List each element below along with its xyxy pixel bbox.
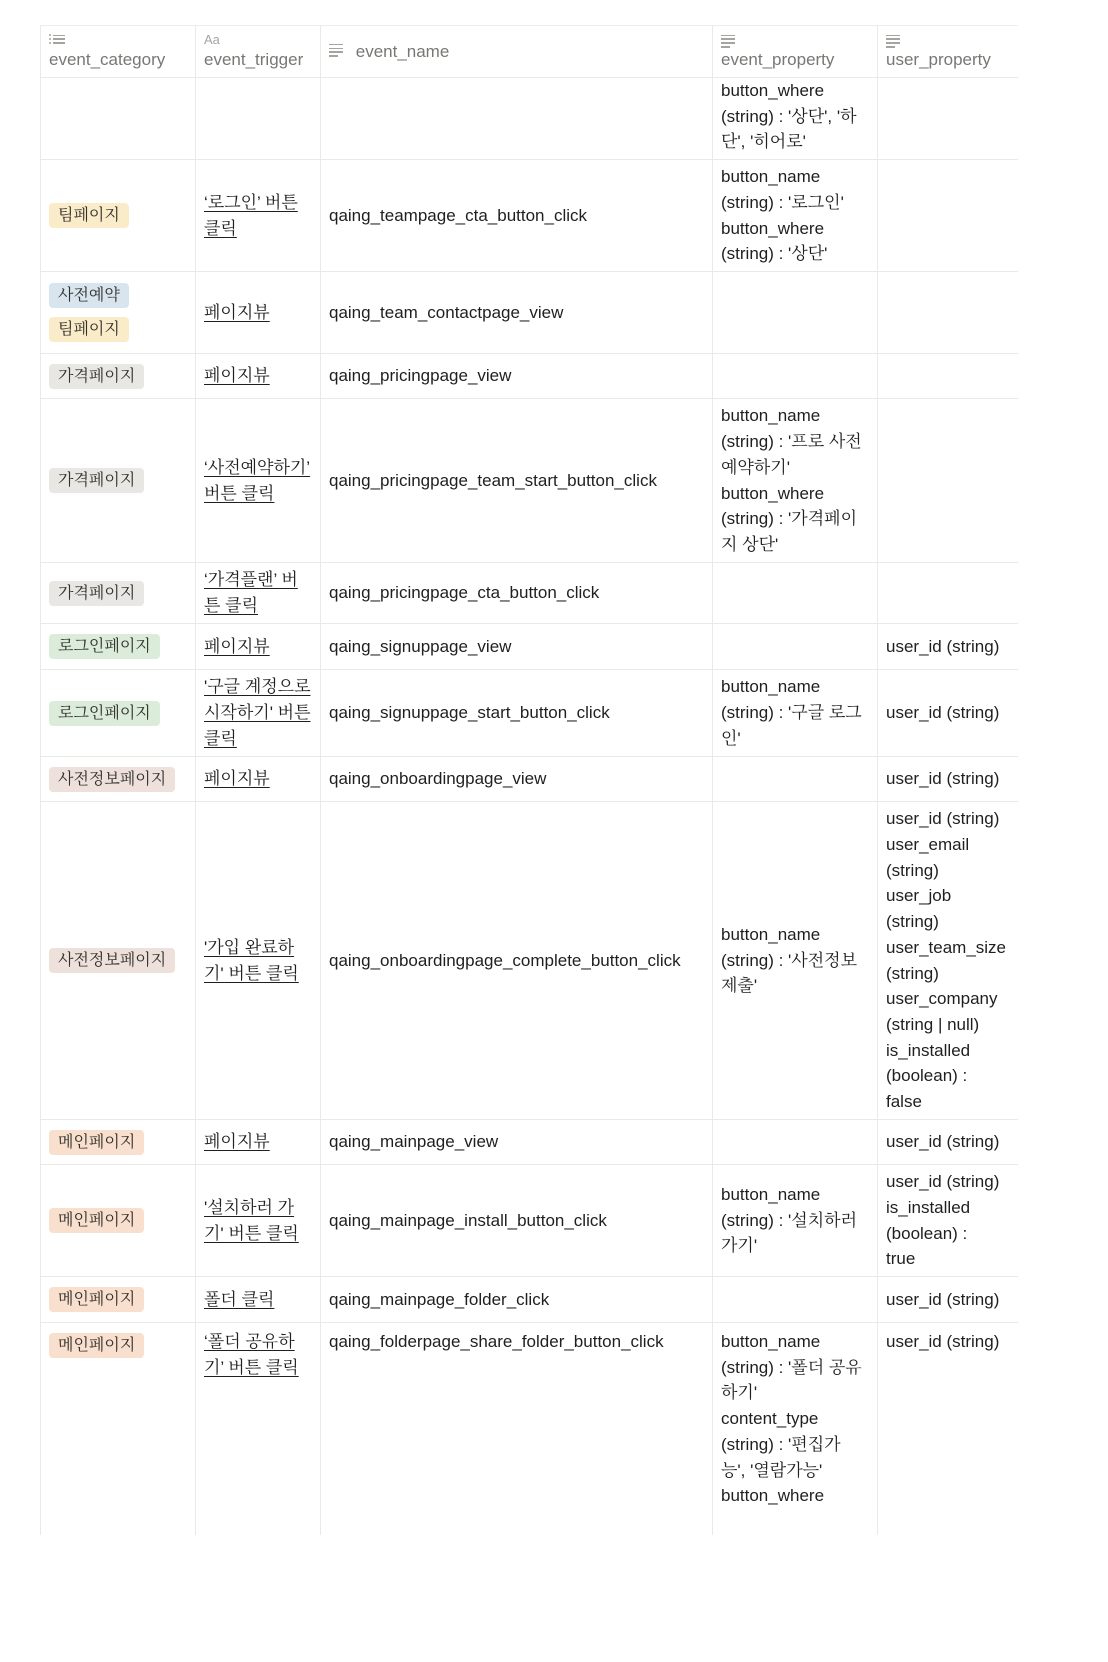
event-property-line: (string) : '사전정보 bbox=[721, 950, 857, 970]
cell-event-trigger[interactable] bbox=[196, 160, 321, 272]
cell-user-property[interactable] bbox=[878, 1120, 1019, 1165]
event-trigger-link[interactable]: ‘가격플랜’ 버 bbox=[204, 570, 298, 590]
text-lines-icon bbox=[721, 32, 869, 49]
table-row[interactable] bbox=[41, 160, 1019, 272]
user-property-line: user_id (string) bbox=[886, 636, 1000, 656]
cell-event-name[interactable]: qaing_pricingpage_view bbox=[321, 354, 713, 399]
list-icon bbox=[49, 32, 187, 49]
cell-event-name[interactable]: qaing_mainpage_install_button_click bbox=[321, 1165, 713, 1277]
category-tag[interactable]: 로그인페이지 bbox=[49, 634, 160, 659]
cell-event-property[interactable] bbox=[713, 1277, 878, 1323]
user-property-line: true bbox=[886, 1249, 916, 1269]
cell-event-trigger[interactable] bbox=[196, 399, 321, 563]
event-property-line: button_name bbox=[721, 924, 821, 944]
title-icon: Aa bbox=[204, 32, 220, 47]
category-tag[interactable]: 사전정보페이지 bbox=[49, 948, 175, 973]
event-property-line: button_name bbox=[721, 167, 821, 187]
user-property-line: user_id (string) bbox=[886, 1289, 1000, 1309]
cell-event-trigger[interactable] bbox=[196, 78, 321, 160]
cell-event-trigger[interactable] bbox=[196, 1277, 321, 1323]
user-property-line: is_installed bbox=[886, 1040, 971, 1060]
user-property-line: (string) bbox=[886, 912, 939, 932]
cell-event-trigger[interactable] bbox=[196, 624, 321, 670]
event-trigger-link[interactable]: ‘사전예약하기’ bbox=[204, 457, 311, 477]
event-property-line: 예약하기' bbox=[721, 457, 790, 477]
event-property-line: (string) : '폴더 공유 bbox=[721, 1357, 862, 1377]
event-trigger-link[interactable]: 페이지뷰 bbox=[204, 769, 270, 789]
cell-event-trigger[interactable] bbox=[196, 1120, 321, 1165]
event-trigger-link[interactable]: 폴더 클릭 bbox=[204, 1289, 275, 1309]
event-trigger-link[interactable]: 페이지뷰 bbox=[204, 636, 270, 656]
cell-event-category[interactable] bbox=[41, 670, 196, 757]
cell-user-property[interactable] bbox=[878, 160, 1019, 272]
table-row[interactable] bbox=[41, 1120, 1019, 1165]
event-trigger-link[interactable]: '구글 계정으로 bbox=[204, 677, 311, 697]
event-property-line: 가기' bbox=[721, 1236, 758, 1256]
event-trigger-link[interactable]: '설치하러 가 bbox=[204, 1197, 295, 1217]
table-row[interactable] bbox=[41, 78, 1019, 160]
cell-event-trigger[interactable] bbox=[196, 670, 321, 757]
cell-event-property[interactable] bbox=[713, 1165, 878, 1277]
cell-event-property[interactable] bbox=[713, 78, 878, 160]
user-property-line: (boolean) : bbox=[886, 1223, 968, 1243]
user-property-line: user_company bbox=[886, 989, 998, 1009]
cell-event-property[interactable] bbox=[713, 1323, 878, 1536]
cell-event-trigger[interactable] bbox=[196, 757, 321, 802]
text-lines-icon bbox=[886, 32, 1010, 49]
cell-event-property[interactable] bbox=[713, 272, 878, 354]
column-header-event-name[interactable] bbox=[321, 26, 713, 78]
cell-event-property[interactable] bbox=[713, 624, 878, 670]
category-tag[interactable]: 가격페이지 bbox=[49, 468, 144, 493]
column-header-event-category[interactable] bbox=[41, 26, 196, 78]
cell-event-property[interactable] bbox=[713, 802, 878, 1120]
event-tracking-table bbox=[40, 25, 1018, 1535]
cell-event-trigger[interactable] bbox=[196, 563, 321, 624]
event-property-line: button_name bbox=[721, 1332, 821, 1351]
category-tag[interactable]: 팀페이지 bbox=[49, 203, 129, 228]
event-property-line: button_where bbox=[721, 483, 825, 503]
user-property-line: user_job bbox=[886, 886, 952, 906]
cell-user-property[interactable] bbox=[878, 272, 1019, 354]
cell-event-property[interactable] bbox=[713, 757, 878, 802]
user-property-line: user_id (string) bbox=[886, 1132, 1000, 1152]
cell-user-property[interactable] bbox=[878, 802, 1019, 1120]
event-trigger-link[interactable]: 버튼 클릭 bbox=[204, 483, 275, 503]
category-tag[interactable]: 메인페이지 bbox=[49, 1130, 144, 1155]
cell-event-trigger[interactable] bbox=[196, 1323, 321, 1536]
cell-user-property[interactable] bbox=[878, 354, 1019, 399]
cell-user-property[interactable] bbox=[878, 563, 1019, 624]
cell-user-property[interactable] bbox=[878, 78, 1019, 160]
table-row[interactable] bbox=[41, 272, 1019, 354]
cell-event-category[interactable] bbox=[41, 802, 196, 1120]
cell-user-property[interactable] bbox=[878, 1323, 1019, 1536]
event-property-line: 단', '히어로' bbox=[721, 132, 806, 152]
user-property-line: user_email bbox=[886, 834, 970, 854]
event-trigger-link[interactable]: 페이지뷰 bbox=[204, 1132, 270, 1152]
cell-event-category[interactable] bbox=[41, 1277, 196, 1323]
table-row[interactable] bbox=[41, 399, 1019, 563]
cell-event-name[interactable]: qaing_onboardingpage_complete_button_click bbox=[321, 802, 713, 1120]
cell-event-name[interactable]: qaing_signuppage_view bbox=[321, 624, 713, 670]
column-header-user-property[interactable] bbox=[878, 26, 1019, 78]
event-property-line: button_where bbox=[721, 218, 825, 238]
table-header-row bbox=[41, 26, 1019, 78]
cell-event-property[interactable] bbox=[713, 1120, 878, 1165]
event-property-line: (string) : '구글 로그 bbox=[721, 703, 862, 723]
event-trigger-link[interactable]: 기’ 버튼 클릭 bbox=[204, 1357, 299, 1377]
category-tag[interactable]: 팀페이지 bbox=[49, 317, 129, 342]
cell-event-name[interactable] bbox=[321, 78, 713, 160]
user-property-line: user_id (string) bbox=[886, 809, 1000, 829]
cell-event-property[interactable] bbox=[713, 160, 878, 272]
cell-event-trigger[interactable] bbox=[196, 802, 321, 1120]
user-property-line: (string | null) bbox=[886, 1014, 980, 1034]
event-property-line: 능', '열람가능' bbox=[721, 1460, 823, 1480]
cell-event-category[interactable] bbox=[41, 272, 196, 354]
column-header-event-property[interactable] bbox=[713, 26, 878, 78]
cell-user-property[interactable] bbox=[878, 670, 1019, 757]
event-property-line: 인' bbox=[721, 728, 741, 748]
table-row[interactable] bbox=[41, 757, 1019, 802]
event-property-line: button_where bbox=[721, 1486, 825, 1506]
event-property-line: button_name bbox=[721, 677, 821, 697]
user-property-line: user_id (string) bbox=[886, 1332, 1000, 1351]
event-trigger-link[interactable]: ‘로그인’ 버튼 bbox=[204, 192, 298, 212]
cell-event-category[interactable] bbox=[41, 1323, 196, 1536]
column-header-label: event_name bbox=[355, 41, 450, 61]
event-trigger-link[interactable]: 튼 클릭 bbox=[204, 596, 258, 615]
cell-event-trigger[interactable] bbox=[196, 1165, 321, 1277]
event-property-line: (string) : '로그인' bbox=[721, 192, 844, 212]
table-row[interactable] bbox=[41, 1165, 1019, 1277]
category-tag[interactable]: 사전정보페이지 bbox=[49, 767, 175, 792]
text-lines-icon bbox=[329, 41, 343, 63]
table-row[interactable] bbox=[41, 1323, 1019, 1536]
cell-event-property[interactable] bbox=[713, 399, 878, 563]
user-property-line: user_id (string) bbox=[886, 769, 1000, 789]
category-tag[interactable]: 로그인페이지 bbox=[49, 701, 160, 726]
table-row[interactable] bbox=[41, 1277, 1019, 1323]
event-property-line: content_type bbox=[721, 1409, 819, 1429]
cell-event-category[interactable] bbox=[41, 563, 196, 624]
column-header-label: user_property bbox=[886, 50, 991, 69]
cell-event-name[interactable]: qaing_mainpage_view bbox=[321, 1120, 713, 1165]
cell-event-category[interactable] bbox=[41, 399, 196, 563]
table-row[interactable] bbox=[41, 563, 1019, 624]
table-row[interactable] bbox=[41, 624, 1019, 670]
user-property-line: user_id (string) bbox=[886, 1172, 1000, 1192]
event-property-line: button_where bbox=[721, 81, 825, 100]
cell-event-category[interactable] bbox=[41, 1165, 196, 1277]
event-property-line: (string) : '상단', '하 bbox=[721, 106, 857, 126]
cell-user-property[interactable] bbox=[878, 624, 1019, 670]
category-tag[interactable]: 가격페이지 bbox=[49, 364, 144, 389]
event-property-line: button_name bbox=[721, 406, 821, 426]
cell-event-name[interactable]: qaing_mainpage_folder_click bbox=[321, 1277, 713, 1323]
event-property-line: 제출' bbox=[721, 976, 758, 996]
cell-event-property[interactable] bbox=[713, 354, 878, 399]
cell-event-name[interactable]: qaing_signuppage_start_button_click bbox=[321, 670, 713, 757]
event-tracking-table-container bbox=[40, 25, 1018, 1535]
cell-event-name[interactable]: qaing_pricingpage_team_start_button_click bbox=[321, 399, 713, 563]
cell-event-category[interactable] bbox=[41, 354, 196, 399]
category-tag[interactable]: 메인페이지 bbox=[49, 1287, 144, 1312]
cell-user-property[interactable] bbox=[878, 757, 1019, 802]
cell-user-property[interactable] bbox=[878, 1277, 1019, 1323]
user-property-line: user_team_size bbox=[886, 937, 1007, 957]
user-property-line: is_installed bbox=[886, 1197, 971, 1217]
cell-event-property[interactable] bbox=[713, 670, 878, 757]
event-property-line: (string) : '설치하러 bbox=[721, 1210, 857, 1230]
event-trigger-link[interactable]: 기' 버튼 클릭 bbox=[204, 963, 299, 983]
event-property-line: 하기' bbox=[721, 1383, 758, 1403]
category-tag[interactable]: 메인페이지 bbox=[49, 1333, 144, 1358]
cell-event-name[interactable]: qaing_folderpage_share_folder_button_click bbox=[321, 1323, 713, 1536]
cell-event-category[interactable] bbox=[41, 1120, 196, 1165]
event-property-line: (string) : '프로 사전 bbox=[721, 432, 862, 452]
event-trigger-link[interactable]: 시작하기' 버튼 bbox=[204, 703, 311, 723]
cell-event-category[interactable] bbox=[41, 757, 196, 802]
user-property-line: false bbox=[886, 1092, 922, 1112]
cell-event-trigger[interactable] bbox=[196, 272, 321, 354]
cell-user-property[interactable] bbox=[878, 399, 1019, 563]
cell-event-name[interactable]: qaing_pricingpage_cta_button_click bbox=[321, 563, 713, 624]
user-property-line: (boolean) : bbox=[886, 1066, 968, 1086]
event-property-line: (string) : '상단' bbox=[721, 244, 828, 264]
event-trigger-link[interactable]: 클릭 bbox=[204, 728, 237, 748]
category-tag[interactable]: 메인페이지 bbox=[49, 1208, 144, 1233]
event-property-line: button_name bbox=[721, 1184, 821, 1204]
table-body bbox=[41, 78, 1019, 1536]
column-header-label: event_trigger bbox=[204, 50, 304, 69]
column-header-label: event_category bbox=[49, 50, 166, 69]
event-trigger-link[interactable]: ‘폴더 공유하 bbox=[204, 1332, 295, 1351]
table-row[interactable] bbox=[41, 670, 1019, 757]
user-property-line: user_id (string) bbox=[886, 703, 1000, 723]
event-trigger-link[interactable]: 페이지뷰 bbox=[204, 366, 270, 386]
event-trigger-link[interactable]: 페이지뷰 bbox=[204, 302, 270, 322]
column-header-label: event_property bbox=[721, 50, 835, 69]
table-row[interactable] bbox=[41, 354, 1019, 399]
event-property-line: 지 상단' bbox=[721, 534, 779, 554]
cell-event-trigger[interactable] bbox=[196, 354, 321, 399]
cell-event-category[interactable] bbox=[41, 160, 196, 272]
cell-event-category[interactable] bbox=[41, 78, 196, 160]
event-trigger-link[interactable]: 클릭 bbox=[204, 218, 237, 238]
event-trigger-link[interactable]: 기' 버튼 클릭 bbox=[204, 1223, 299, 1243]
cell-event-property[interactable] bbox=[713, 563, 878, 624]
user-property-line: (string) bbox=[886, 860, 939, 880]
column-header-event-trigger[interactable] bbox=[196, 26, 321, 78]
event-property-line: (string) : '편집가 bbox=[721, 1434, 841, 1454]
cell-event-category[interactable] bbox=[41, 624, 196, 670]
cell-user-property[interactable] bbox=[878, 1165, 1019, 1277]
category-tag[interactable]: 가격페이지 bbox=[49, 581, 144, 606]
cell-event-name[interactable]: qaing_onboardingpage_view bbox=[321, 757, 713, 802]
cell-event-name[interactable]: qaing_teampage_cta_button_click bbox=[321, 160, 713, 272]
event-property-line: (string) : '가격페이 bbox=[721, 509, 857, 529]
cell-event-name[interactable]: qaing_team_contactpage_view bbox=[321, 272, 713, 354]
table-row[interactable] bbox=[41, 802, 1019, 1120]
user-property-line: (string) bbox=[886, 963, 939, 983]
category-tag[interactable]: 사전예약 bbox=[49, 283, 129, 308]
event-trigger-link[interactable]: '가입 완료하 bbox=[204, 937, 295, 957]
